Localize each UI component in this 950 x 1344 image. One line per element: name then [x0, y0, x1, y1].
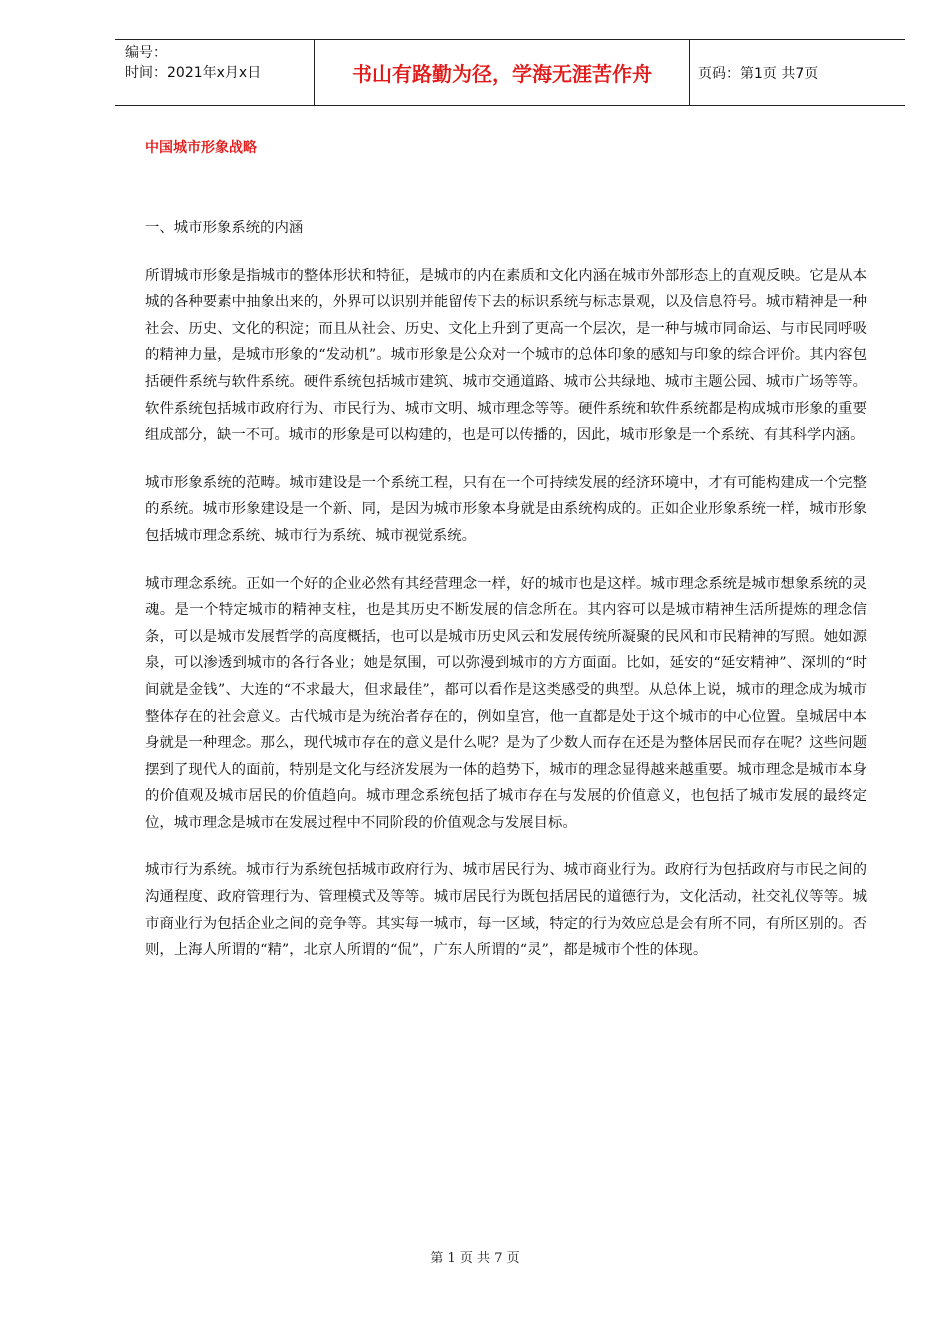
document-number-label: 编号：: [125, 45, 167, 61]
header-meta: [115, 40, 315, 105]
page-footer: 第 1 页 共 7 页: [430, 1251, 520, 1266]
document-time-label: 时间：2021年x月x日: [125, 65, 262, 81]
section-heading: 一、城市形象系统的内涵: [145, 220, 304, 236]
header-motto: 书山有路勤为径，学海无涯苦作舟: [315, 40, 690, 105]
body-paragraph: 所谓城市形象是指城市的整体形状和特征，是城市的内在素质和文化内涵在城市外部形态上的直观反映。它是从本城的各种要素中抽象出来的，外界可以识别并能留传下去的标识系统与标志景观，以及信息符号。城市精神是一种社会、历史、文化的积淀；而且从社会、历史、文化上升到了更高一个层次，是一种与城市同命运、与市民同呼吸的精神力量，是城市形象的“发动机”。城市形象是公众对一个城市的总体印象的感知与印象的综合评价。其内容包括硬件系统与软件系统。硬件系统包括城市建筑、城市交通道路、城市公共绿地、城市主题公园、城市广场等等。软件系统包括城市政府行为、市民行为、城市文明、城市理念等等。硬件系统和软件系统都是构成城市形象的重要组成部分，缺一不可。城市的形象是可以构建的，也是可以传播的，因此，城市形象是一个系统、有其科学内涵。: [145, 267, 867, 444]
document-body: [145, 215, 867, 985]
page-header: [115, 39, 905, 106]
body-paragraph: 城市行为系统。城市行为系统包括城市政府行为、城市居民行为、城市商业行为。政府行为包括政府与市民之间的沟通程度、政府管理行为、管理模式及等等。城市居民行为既包括居民的道德行为，文化活动，社交礼仪等等。城市商业行为包括企业之间的竞争等。其实每一城市，每一区域，特定的行为效应总是会有所不同，有所区别的。否则，上海人所谓的“精”，北京人所谓的“侃”，广东人所谓的“灵”，都是城市个性的体现。: [145, 862, 867, 959]
body-paragraph: 城市理念系统。正如一个好的企业必然有其经营理念一样，好的城市也是这样。城市理念系统是城市想象系统的灵魂。是一个特定城市的精神支柱，也是其历史不断发展的信念所在。其内容可以是城市精神生活所提炼的理念信条，可以是城市发展哲学的高度概括，也可以是城市历史风云和发展传统所凝聚的民风和市民精神的写照。她如源泉，可以渗透到城市的各行各业；她是氛围，可以弥漫到城市的方方面面。比如，延安的“延安精神”、深圳的“时间就是金钱”、大连的“不求最大，但求最佳”，都可以看作是这类感受的典型。从总体上说，城市的理念成为城市整体存在的社会意义。古代城市是为统治者存在的，例如皇宫，他一直都是处于这个城市的中心位置。皇城居中本身就是一种理念。那么，现代城市存在的意义是什么呢？是为了少数人而存在还是为整体居民而存在呢？这些问题摆到了现代人的面前，特别是文化与经济发展为一体的趋势下，城市的理念显得越来越重要。城市理念是城市本身的价值观及城市居民的价值趋向。城市理念系统包括了城市存在与发展的价值意义，也包括了城市发展的最终定位，城市理念是城市在发展过程中不同阶段的价值观念与发展目标。: [145, 575, 867, 831]
header-page-info: 页码：第1页 共7页: [698, 65, 819, 82]
body-paragraph: 城市形象系统的范畴。城市建设是一个系统工程，只有在一个可持续发展的经济环境中，才有可能构建成一个完整的系统。城市形象建设是一个新、同，是因为城市形象本身就是由系统构成的。正如企业形象系统一样，城市形象包括城市理念系统、城市行为系统、城市视觉系统。: [145, 474, 867, 544]
document-title: 中国城市形象战略: [145, 140, 257, 156]
